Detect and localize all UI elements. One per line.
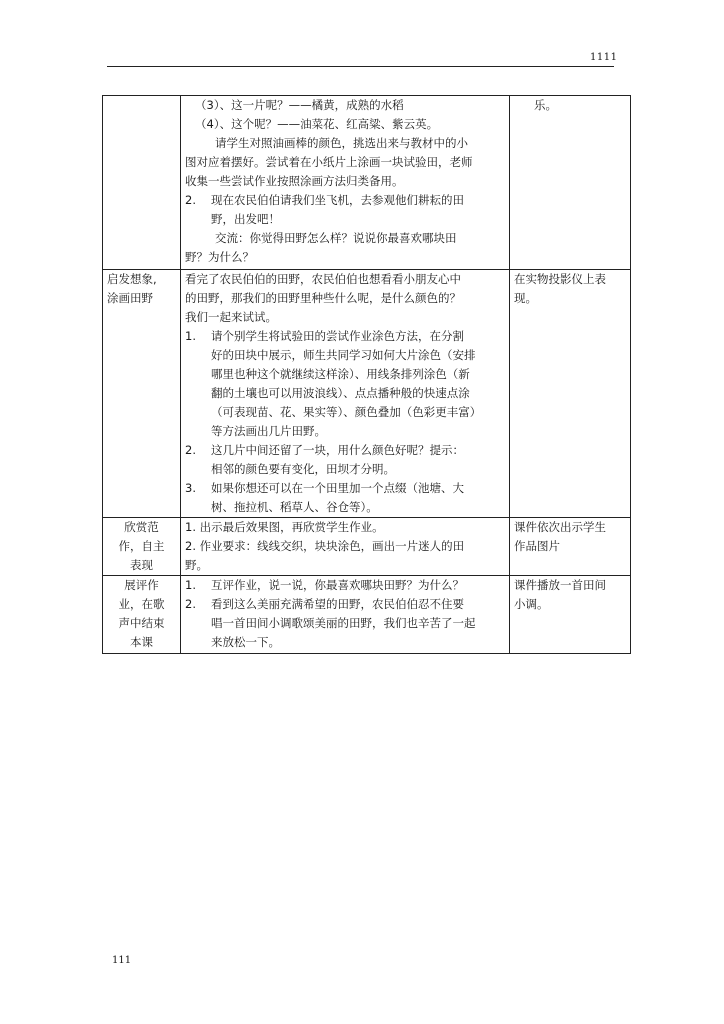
media-cell: [510, 576, 631, 654]
stage-label: 展评作: [124, 578, 159, 592]
stage-label: 业，在歌: [118, 597, 165, 611]
text-line: 现。: [514, 291, 537, 305]
text-line: 这几片中间还留了一块，用什么颜色好呢？提示：: [211, 443, 464, 457]
activity-cell: [181, 518, 510, 576]
text-line: 相邻的颜色要有变化，田坝才分明。: [211, 462, 395, 476]
lesson-plan-table: [102, 95, 631, 654]
media-cell: [510, 270, 631, 518]
numbered-item: [185, 327, 505, 441]
stage-label: 表现: [130, 558, 153, 572]
item-number: 1.: [185, 578, 196, 592]
text-line: 1. 出示最后效果图，再欣赏学生作业。: [185, 520, 384, 534]
text-line: 野。: [185, 558, 208, 572]
numbered-item: [185, 191, 505, 229]
stage-cell: [103, 96, 181, 270]
table-row: [103, 576, 631, 654]
text-line: 等方法画出几片田野。: [211, 424, 326, 438]
stage-label: 启发想象,: [107, 272, 157, 286]
text-line: 野？为什么？: [185, 250, 254, 264]
text-line: 收集一些尝试作业按照涂画方法归类备用。: [185, 174, 404, 188]
item-number: 2.: [185, 193, 196, 207]
text-line: 看到这么美丽充满希望的田野，农民伯伯忍不住要: [211, 597, 464, 611]
footer-page-number: 111: [112, 955, 132, 966]
activity-cell: [181, 270, 510, 518]
text-line: 野，出发吧！: [211, 212, 280, 226]
text-line: 交流：你觉得田野怎么样？说说你最喜欢哪块田: [215, 231, 457, 245]
text-line: 课件播放一首田间: [514, 578, 606, 592]
text-line: 请个别学生将试验田的尝试作业涂色方法，在分割: [211, 329, 464, 343]
item-number: 2.: [185, 597, 196, 611]
text-line: 小调。: [514, 597, 549, 611]
activity-cell: [181, 576, 510, 654]
text-line: 好的田块中展示，师生共同学习如何大片涂色（安排: [211, 348, 476, 362]
text-line: 我们一起来试试。: [185, 310, 277, 324]
media-cell: [510, 96, 631, 270]
text-line: （4）、这个呢？——油菜花、红高粱、紫云英。: [195, 117, 439, 131]
text-line: 2. 作业要求：线线交织，块块涂色，画出一片迷人的田: [185, 539, 465, 553]
item-number: 1.: [185, 329, 196, 343]
numbered-item: [185, 441, 505, 479]
stage-cell: [103, 518, 181, 576]
text-line: 翻的土壤也可以用波浪线）、点点播种般的快速点涂: [211, 386, 470, 400]
text-line: 图对应着摆好。尝试着在小纸片上涂画一块试验田，老师: [185, 155, 473, 169]
numbered-item: [185, 576, 505, 595]
text-line: 在实物投影仪上表: [514, 272, 606, 286]
text-line: 唱一首田间小调歌颂美丽的田野，我们也辛苦了一起: [211, 616, 476, 630]
table-row: [103, 96, 631, 270]
text-line: 请学生对照油画棒的颜色，挑选出来与教材中的小: [215, 136, 468, 150]
header-page-number: 1111: [590, 52, 618, 63]
text-line: 如果你想还可以在一个田里加一个点缀（池塘、大: [211, 481, 464, 495]
stage-label: 本课: [130, 635, 153, 649]
stage-cell: [103, 576, 181, 654]
text-line: （3）、这一片呢？——橘黄，成熟的水稻: [195, 98, 404, 112]
stage-label: 欣赏范: [124, 520, 159, 534]
numbered-item: [185, 479, 505, 517]
numbered-item: [185, 595, 505, 652]
table-row: [103, 518, 631, 576]
text-line: 哪里也种这个就继续这样涂）、用线条排列涂色（新: [211, 367, 470, 381]
stage-cell: [103, 270, 181, 518]
stage-label: 作，自主: [118, 539, 165, 553]
header-rule: [107, 66, 614, 67]
text-line: 课件依次出示学生: [514, 520, 606, 534]
item-number: 2.: [185, 443, 196, 457]
item-number: 3.: [185, 481, 196, 495]
text-line: 树、拖拉机、稻草人、谷仓等）。: [211, 500, 378, 514]
text-line: 互评作业，说一说，你最喜欢哪块田野？为什么？: [211, 578, 464, 592]
text-line: 现在农民伯伯请我们坐飞机，去参观他们耕耘的田: [211, 193, 464, 207]
activity-cell: [181, 96, 510, 270]
text-line: 看完了农民伯伯的田野，农民伯伯也想看看小朋友心中: [185, 272, 461, 286]
text-line: 来放松一下。: [211, 635, 280, 649]
stage-label: 涂画田野: [107, 291, 153, 305]
table-row: [103, 270, 631, 518]
media-cell: [510, 518, 631, 576]
stage-label: 声中结束: [118, 616, 165, 630]
text-line: 作品图片: [514, 539, 560, 553]
text-line: （可表现苗、花、果实等）、颜色叠加（色彩更丰富）: [211, 405, 482, 419]
text-line: 的田野，那我们的田野里种些什么呢，是什么颜色的？: [185, 291, 461, 305]
text-line: 乐。: [534, 98, 557, 112]
